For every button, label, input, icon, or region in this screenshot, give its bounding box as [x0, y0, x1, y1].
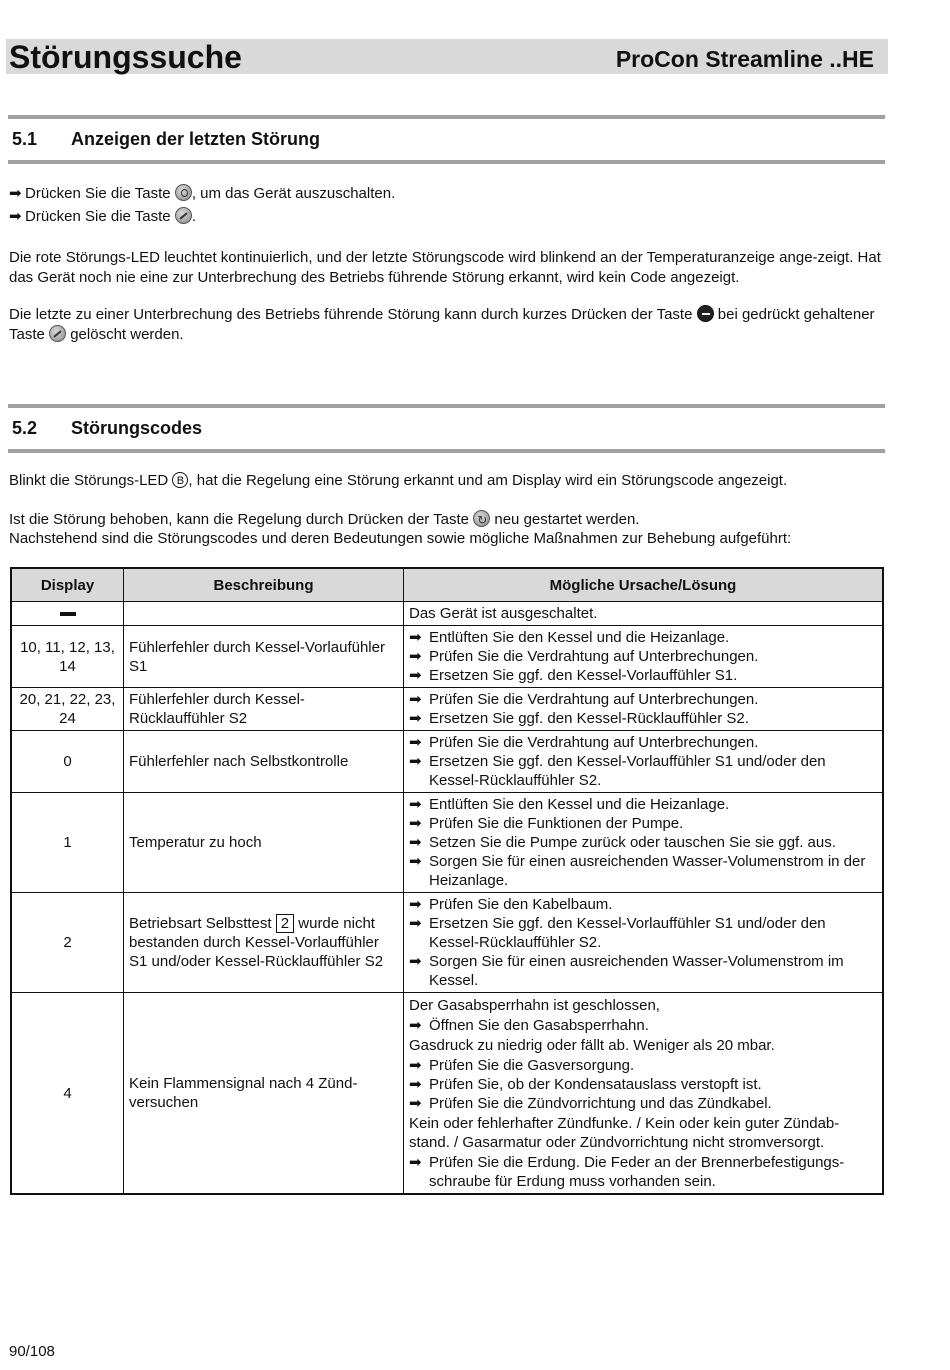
- solution-cell: ➡ Prüfen Sie den Kabelbaum. ➡ Ersetzen Sie ggf. den Kessel-Vorlauffühler S1 und/oder den Kessel-Rücklauffühler S2. ➡ Sorgen Sie für einen ausreichenden Wasser-Volumenstrom im Kessel.: [404, 893, 884, 993]
- description-cell: [124, 602, 404, 626]
- chapter-title: Störungssuche: [9, 39, 242, 75]
- solution-cell: ➡ Prüfen Sie die Verdrahtung auf Unterbrechungen. ➡ Ersetzen Sie ggf. den Kessel-Vorlauffühler S1 und/oder den Kessel-Rücklauffühler S2.: [404, 731, 884, 793]
- right-arrow-icon: ➡: [409, 953, 422, 970]
- section-number: 5.1: [12, 129, 38, 149]
- right-arrow-icon: ➡: [409, 896, 422, 913]
- description-cell: Kein Flammensignal nach 4 Zünd-versuchen: [124, 993, 404, 1195]
- display-cell: 2: [11, 893, 124, 993]
- section-rule-bottom: [8, 449, 885, 453]
- solution-cell: Der Gasabsperrhahn ist geschlossen, ➡ Öffnen Sie den Gasabsperrhahn. Gasdruck zu niedrig oder fällt ab. Weniger als 20 mbar. ➡ Prüfen Sie die Gasversorgung. ➡ Prüfen Sie, ob der Kondensatauslass verstopft ist. ➡ Prüfen Sie die Zündvorrichtung und das Zündkabel. Kein oder fehlerhafter Zündfunke. / Kein oder kein guter Zündab-stand. / Gasarmatur oder Zündvorrichtung nicht stromversorgt. ➡ Prüfen Sie die Erdung. Die Feder an der Brennerbefestigungs-schraube für Erdung muss vorhanden sein.: [404, 993, 884, 1195]
- paragraph: Nachstehend sind die Störungscodes und deren Bedeutungen sowie mögliche Maßnahmen zur Behebung aufgeführt:: [9, 530, 792, 547]
- display-cell: 10, 11, 12, 13, 14: [11, 626, 124, 688]
- paragraph: Die letzte zu einer Unterbrechung des Betriebs führende Störung kann durch kurzes Drücken der Taste bei gedrückt gehaltener Taste gelöscht werden.: [9, 306, 875, 343]
- right-arrow-icon: ➡: [409, 1057, 422, 1074]
- solution-cell: Das Gerät ist ausgeschaltet.: [404, 602, 884, 626]
- minus-button-icon: [697, 305, 714, 322]
- cause-text: Der Gasabsperrhahn ist geschlossen,: [409, 997, 660, 1014]
- right-arrow-icon: ➡: [409, 1095, 422, 1112]
- selftest-mode-box: 2: [276, 914, 294, 933]
- right-arrow-icon: ➡: [409, 915, 422, 932]
- off-dash-icon: [60, 612, 76, 616]
- right-arrow-icon: ➡: [9, 208, 22, 225]
- cause-text: Gasdruck zu niedrig oder fällt ab. Weniger als 20 mbar.: [409, 1037, 775, 1054]
- section-number: 5.2: [12, 418, 38, 438]
- right-arrow-icon: ➡: [9, 185, 22, 202]
- display-cell: 20, 21, 22, 23, 24: [11, 688, 124, 731]
- paragraph: Blinkt die Störungs-LED B , hat die Regelung eine Störung erkannt und am Display wird ein Störungscode angezeigt.: [9, 472, 788, 489]
- paragraph: Die rote Störungs-LED leuchtet kontinuierlich, und der letzte Störungscode wird blinkend an der Temperaturanzeige ange-zeigt. Hat das Gerät noch nie eine zur Unterbrechung des Betriebs führende Störung erkannt, wird kein Code angezeigt.: [9, 249, 881, 286]
- right-arrow-icon: ➡: [409, 691, 422, 708]
- right-arrow-icon: ➡: [409, 734, 422, 751]
- paragraph: Ist die Störung behoben, kann die Regelung durch Drücken der Taste ↻ neu gestartet werden.: [9, 510, 887, 530]
- right-arrow-icon: ➡: [409, 815, 422, 832]
- solution-cell: ➡ Prüfen Sie die Verdrahtung auf Unterbrechungen. ➡ Ersetzen Sie ggf. den Kessel-Rücklauffühler S2.: [404, 688, 884, 731]
- power-button-icon: [175, 184, 192, 201]
- table-row: [11, 893, 883, 993]
- display-cell: 0: [11, 731, 124, 793]
- table-header-row: [11, 568, 883, 602]
- display-cell: [11, 602, 124, 626]
- section-rule-top: [8, 115, 885, 119]
- reset-button-icon: [473, 510, 490, 527]
- table-row: [11, 731, 883, 793]
- section-rule-bottom: [8, 160, 885, 164]
- right-arrow-icon: ➡: [409, 834, 422, 851]
- instruction-step: ➡ Drücken Sie die Taste , um das Gerät auszuschalten.: [9, 185, 396, 202]
- section-title: Störungscodes: [71, 418, 203, 438]
- table-row: [11, 688, 883, 731]
- display-cell: 1: [11, 793, 124, 893]
- column-header-description: Beschreibung: [124, 568, 404, 602]
- description-cell: Fühlerfehler nach Selbstkontrolle: [124, 731, 404, 793]
- product-title: ProCon Streamline ..HE: [615, 46, 874, 72]
- right-arrow-icon: ➡: [409, 853, 422, 870]
- right-arrow-icon: ➡: [409, 710, 422, 727]
- right-arrow-icon: ➡: [409, 629, 422, 646]
- led-marker: B: [172, 472, 188, 488]
- description-cell: Temperatur zu hoch: [124, 793, 404, 893]
- table-row: [11, 602, 883, 626]
- display-cell: 4: [11, 993, 124, 1195]
- right-arrow-icon: ➡: [409, 753, 422, 770]
- right-arrow-icon: ➡: [409, 667, 422, 684]
- service-button-icon: [175, 207, 192, 224]
- description-cell: Fühlerfehler durch Kessel-Vorlaufühler S1: [124, 626, 404, 688]
- right-arrow-icon: ➡: [409, 796, 422, 813]
- cause-text: Kein oder fehlerhafter Zündfunke. / Kein oder kein guter Zündab-stand. / Gasarmatur oder Zündvorrichtung nicht stromversorgt.: [409, 1115, 840, 1151]
- right-arrow-icon: ➡: [409, 1154, 422, 1171]
- solution-cell: ➡ Entlüften Sie den Kessel und die Heizanlage. ➡ Prüfen Sie die Funktionen der Pumpe. ➡ Setzen Sie die Pumpe zurück oder tauschen Sie sie ggf. aus. ➡ Sorgen Sie für einen ausreichenden Wasser-Volumenstrom in der Heizanlage.: [404, 793, 884, 893]
- table-row: [11, 793, 883, 893]
- column-header-display: Display: [11, 568, 124, 602]
- table-row: [11, 626, 883, 688]
- solution-cell: ➡ Entlüften Sie den Kessel und die Heizanlage. ➡ Prüfen Sie die Verdrahtung auf Unterbrechungen. ➡ Ersetzen Sie ggf. den Kessel-Vorlauffühler S1.: [404, 626, 884, 688]
- description-cell: Fühlerfehler durch Kessel-Rücklauffühler S2: [124, 688, 404, 731]
- section-rule-top: [8, 404, 885, 408]
- column-header-solution: Mögliche Ursache/Lösung: [404, 568, 884, 602]
- right-arrow-icon: ➡: [409, 1017, 422, 1034]
- service-button-icon: [49, 325, 66, 342]
- fault-code-table: [10, 567, 884, 1195]
- section-title: Anzeigen der letzten Störung: [71, 129, 321, 149]
- description-cell: Betriebsart Selbsttest 2 wurde nicht bestanden durch Kessel-Vorlauffühler S1 und/oder Kessel-Rücklauffühler S2: [124, 893, 404, 993]
- right-arrow-icon: ➡: [409, 1076, 422, 1093]
- table-row: [11, 993, 883, 1195]
- instruction-step: ➡ Drücken Sie die Taste .: [9, 208, 196, 225]
- page-number: 90/108: [9, 1343, 55, 1360]
- right-arrow-icon: ➡: [409, 648, 422, 665]
